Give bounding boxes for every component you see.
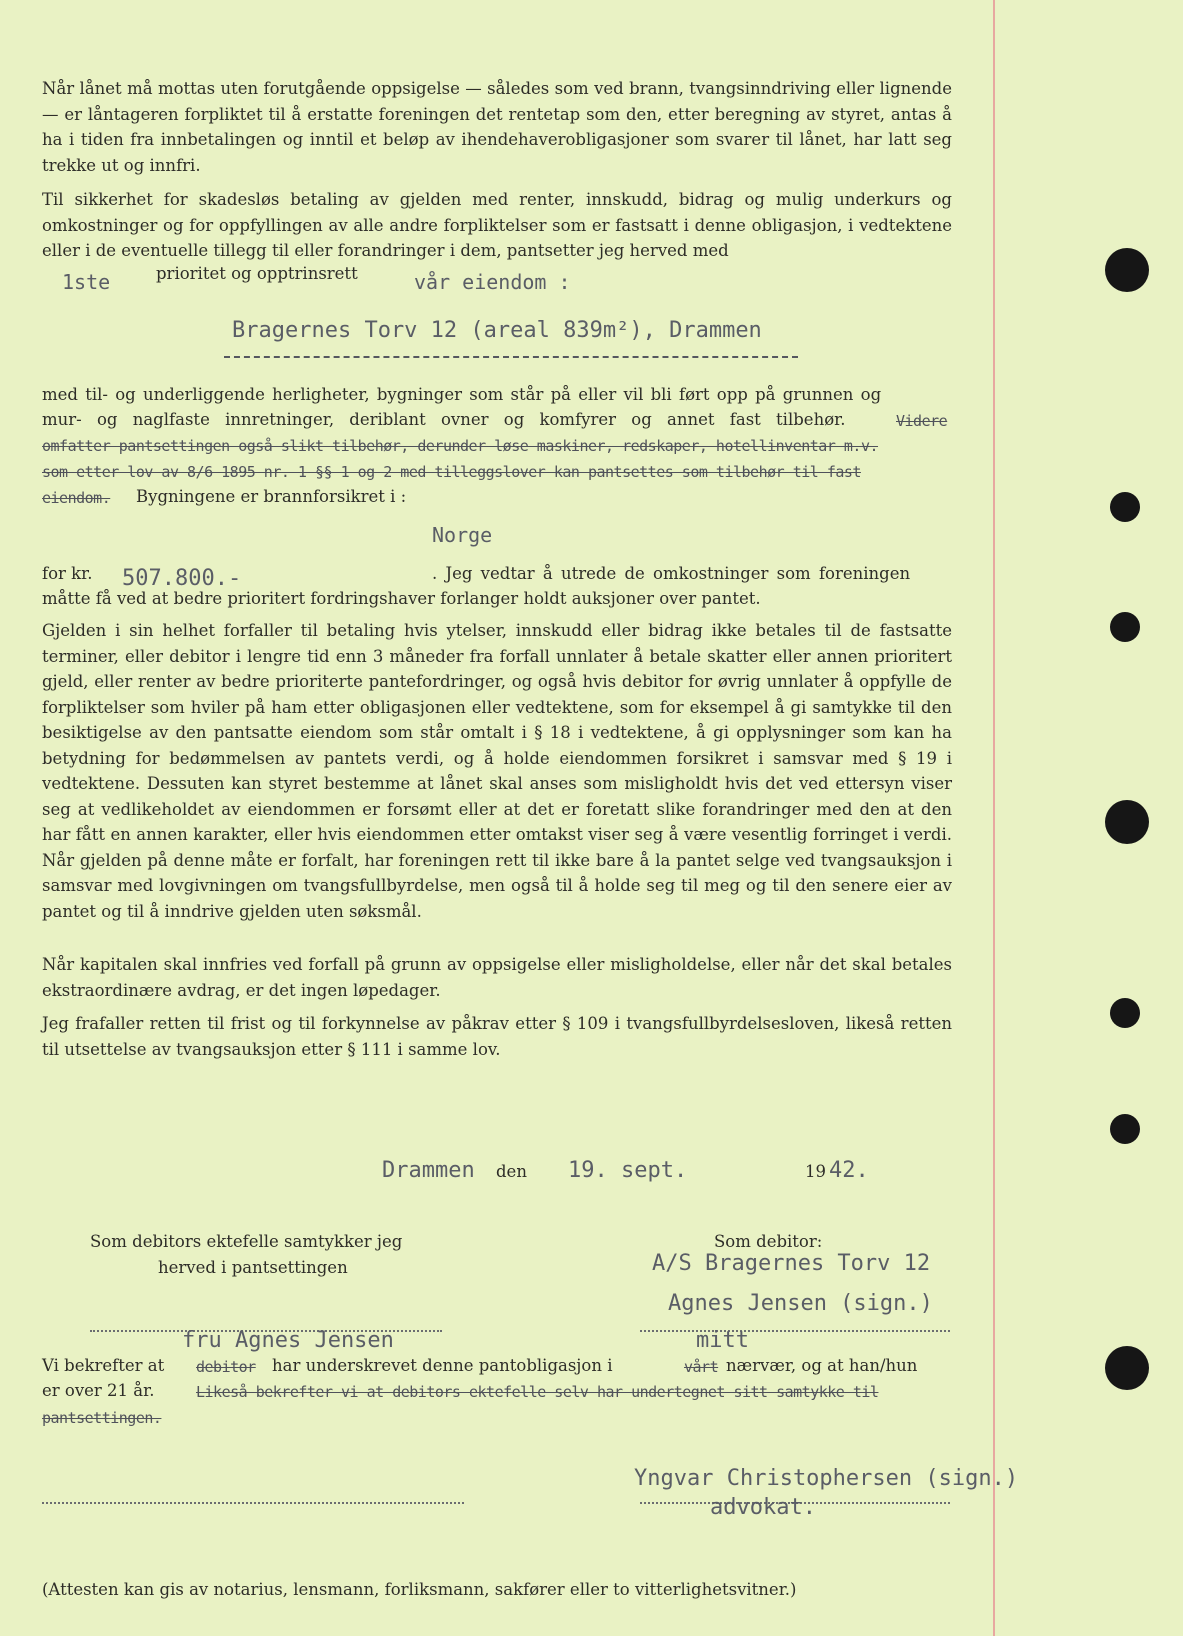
punch-hole: [1105, 248, 1149, 292]
amount-text-2: måtte få ved at bedre prioritert fordringshaver forlanger holdt auksjoner over pantet.: [42, 589, 761, 608]
attest-age: er over 21 år.: [42, 1381, 155, 1400]
attest-text-3: nærvær, og at han/hun: [726, 1356, 918, 1375]
date-year-typed: 42.: [829, 1158, 869, 1183]
punch-hole: [1110, 1114, 1140, 1144]
spouse-consent-1: Som debitors ektefelle samtykker jeg: [90, 1232, 403, 1251]
punch-hole: [1110, 998, 1140, 1028]
date-day: 19. sept.: [568, 1158, 688, 1183]
struck-text: debitor: [196, 1358, 256, 1376]
paragraph-default: Gjelden i sin helhet forfaller til betaling hvis ytelser, innskudd eller bidrag ikke betales til de fastsatte terminer, eller debitor i lengre tid enn 3 måneder fra forfall unnlater å betale skatter eller annen prioritert gjeld, eller renter av bedre prioriterte pantefordringer, og også hvis debitor for øvrig unnlater å oppfylle de forpliktelser som hviler på ham etter obligasjonen eller vedtektene, som for eksempel å gi samtykke til den besiktigelse av den pantsatte eiendom som står omtalt i § 18 i vedtektene, å gi opplysninger som kan ha betydning for bedømmelsen av pantets verdi, og å holde eiendommen forsikret i samsvar med § 19 i vedtektene. Dessuten kan styret bestemme at lånet skal anses som misligholdt hvis det ved ettersyn viser seg at vedlikeholdet av eiendommen er forsømt eller at det er foretatt slike forandringer med den at den har fått en annen karakter, eller hvis eiendommen etter omtakst viser seg å være vesentlig forringet i verdi. Når gjelden på denne måte er forfalt, har foreningen rett til ikke bare å la pantet selge ved tvangsauksjon i samsvar med lovgivningen om tvangsfullbyrdelse, men også til å holde seg til meg og til den senere eier av pantet og til å inndrive gjelden uten søksmål.: [42, 621, 952, 921]
insurer-name: Norge: [432, 523, 493, 547]
debtor-signature-text: Agnes Jensen (sign.): [668, 1291, 933, 1316]
paragraph-early-repayment: Når lånet må mottas uten forutgående oppsigelse — således som ved brann, tvangsinndriving eller lignende — er låntageren forpliktet til å erstatte foreningen det rentetap som den, etter beregning av styret, antas å ha i tiden fra innbetalingen og inntil et beløp av ihendehaverobligasjoner som svarer til lånet, har latt seg trekke ut og innfri.: [42, 79, 952, 175]
punch-hole: [1105, 1346, 1149, 1390]
witness-line-left: [42, 1502, 464, 1504]
paragraph-capital: Når kapitalen skal innfries ved forfall på grunn av oppsigelse eller misligholdelse, eller når det skal betales ekstraordinære avdrag, er det ingen løpedager.: [42, 955, 952, 1000]
footer-note: (Attesten kan gis av notarius, lensmann, forliksmann, sakfører eller to vitterlighetsvitner.): [42, 1580, 797, 1599]
struck-text: vårt: [684, 1358, 719, 1376]
struck-text: omfatter pantsettingen også slikt tilbehør, derunder løse maskiner, redskaper, hotellinventar m.v.: [42, 437, 879, 455]
punch-hole: [1110, 492, 1140, 522]
debtor-label: Som debitor:: [714, 1232, 823, 1251]
struck-text: Videre: [896, 412, 948, 430]
date-year-printed: 19: [805, 1162, 826, 1181]
paragraph-appurtenances-1: med til- og underliggende herligheter, bygninger som står på eller vil bli ført opp på grunnen og: [42, 385, 882, 404]
date-place: Drammen: [382, 1158, 475, 1183]
date-den: den: [496, 1162, 527, 1181]
priority-label: prioritet og opptrinsrett: [156, 264, 358, 283]
property-intro: vår eiendom :: [414, 270, 571, 294]
priority-rank: 1ste: [62, 270, 111, 294]
struck-text: eiendom.: [42, 489, 111, 507]
attest-text-2: har underskrevet denne pantobligasjon i: [272, 1356, 613, 1375]
amount-text: . Jeg vedtar å utrede de omkostninger som foreningen: [432, 564, 911, 583]
insurance-label: Bygningene er brannforsikret i :: [136, 487, 407, 506]
punch-hole: [1110, 612, 1140, 642]
amount-value: 507.800.-: [122, 566, 242, 591]
attest-text-1: Vi bekrefter at: [42, 1356, 165, 1375]
paragraph-waiver: Jeg frafaller retten til frist og til forkynnelse av påkrav etter § 109 i tvangsfullbyrdelsesloven, likeså retten til utsettelse av tvangsauksjon etter § 111 i samme lov.: [42, 1014, 952, 1059]
amount-prefix: for kr.: [42, 564, 93, 583]
property-underline: [224, 356, 798, 358]
debtor-company: A/S Bragernes Torv 12: [652, 1251, 931, 1276]
witness-name: Yngvar Christophersen (sign.): [634, 1466, 1019, 1491]
paragraph-appurtenances-2: mur- og naglfaste innretninger, deriblant ovner og komfyrer og annet fast tilbehør.: [42, 410, 846, 429]
paragraph-security: Til sikkerhet for skadesløs betaling av gjelden med renter, innskudd, bidrag og mulig underkurs og omkostninger og for oppfyllingen av alle andre forpliktelser som er fastsatt i denne obligasjon, i vedtektene eller i de eventuelle tillegg til eller forandringer i dem, pantsetter jeg herved med: [42, 190, 952, 260]
struck-text: som etter lov av 8/6 1895 nr. 1 §§ 1 og 2 med tilleggslover kan pantsettes som tilbehør til fast: [42, 463, 861, 481]
struck-text: Likeså bekrefter vi at debitors ektefelle selv har undertegnet sitt samtykke til: [196, 1383, 879, 1401]
struck-text: pantsettingen.: [42, 1409, 162, 1427]
margin-rule: [993, 0, 995, 1636]
punch-hole: [1105, 800, 1149, 844]
debtor-signature-note: mitt: [696, 1328, 749, 1353]
debtor-signature-line: [640, 1330, 950, 1332]
witness-title: advokat.: [710, 1495, 816, 1520]
spouse-consent-2: herved i pantsettingen: [158, 1258, 348, 1277]
property-address: Bragernes Torv 12 (areal 839m²), Drammen: [232, 318, 762, 343]
spouse-signature: fru Agnes Jensen: [182, 1328, 394, 1353]
